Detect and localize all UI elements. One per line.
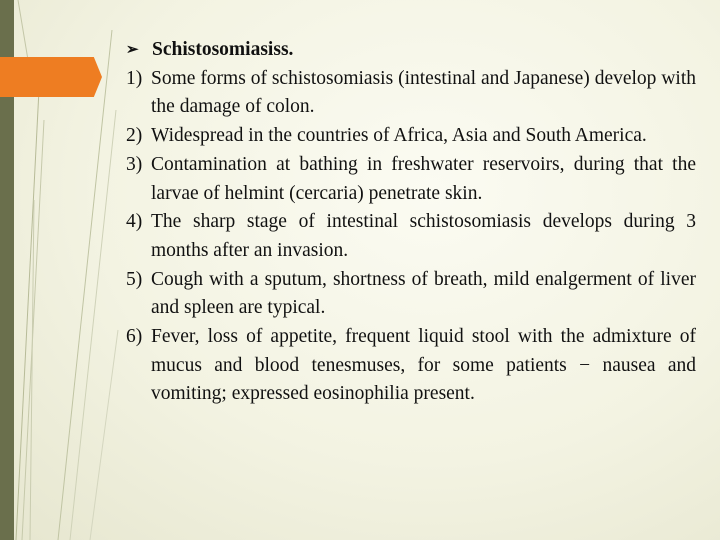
arrow-bullet-icon: ➢ <box>126 42 139 58</box>
list-item <box>126 151 696 208</box>
item-text: Contamination at bathing in freshwater reservoirs, during that the larvae of helmint (cercaria) penetrate skin. <box>151 153 696 204</box>
list-item <box>126 65 696 122</box>
decorative-line <box>16 70 40 540</box>
slide-title <box>126 36 696 65</box>
list-item <box>126 122 696 151</box>
item-number: 2) <box>126 125 143 147</box>
decorative-line <box>22 120 44 540</box>
orange-tab <box>0 57 102 97</box>
decorative-line <box>18 0 28 60</box>
list-item <box>126 323 696 409</box>
decorative-line <box>90 330 118 540</box>
item-text: Widespread in the countries of Africa, Asia and South America. <box>151 125 647 147</box>
list-item <box>126 266 696 323</box>
item-text: The sharp stage of intestinal schistosomiasis develops during 3 months after an invasion. <box>151 211 696 261</box>
decorative-line <box>70 110 116 540</box>
title-text: Schistosomiasiss. <box>152 39 294 60</box>
item-number: 3) <box>126 153 143 175</box>
list-item <box>126 208 696 265</box>
item-number: 6) <box>126 326 143 348</box>
item-number: 5) <box>126 268 143 290</box>
item-number: 4) <box>126 211 143 233</box>
decorative-line <box>58 30 112 540</box>
item-number: 1) <box>126 67 143 89</box>
item-text: Cough with a sputum, shortness of breath, mild enalgerment of liver and spleen are typical. <box>151 268 696 319</box>
item-text: Some forms of schistosomiasis (intestinal and Japanese) develop with the damage of colon. <box>151 67 696 118</box>
item-text: Fever, loss of appetite, frequent liquid stool with the admixture of mucus and blood tenesmuses, for some patients − nausea and vomiting; expressed eosinophilia present. <box>151 326 696 405</box>
slide-content <box>126 36 696 409</box>
